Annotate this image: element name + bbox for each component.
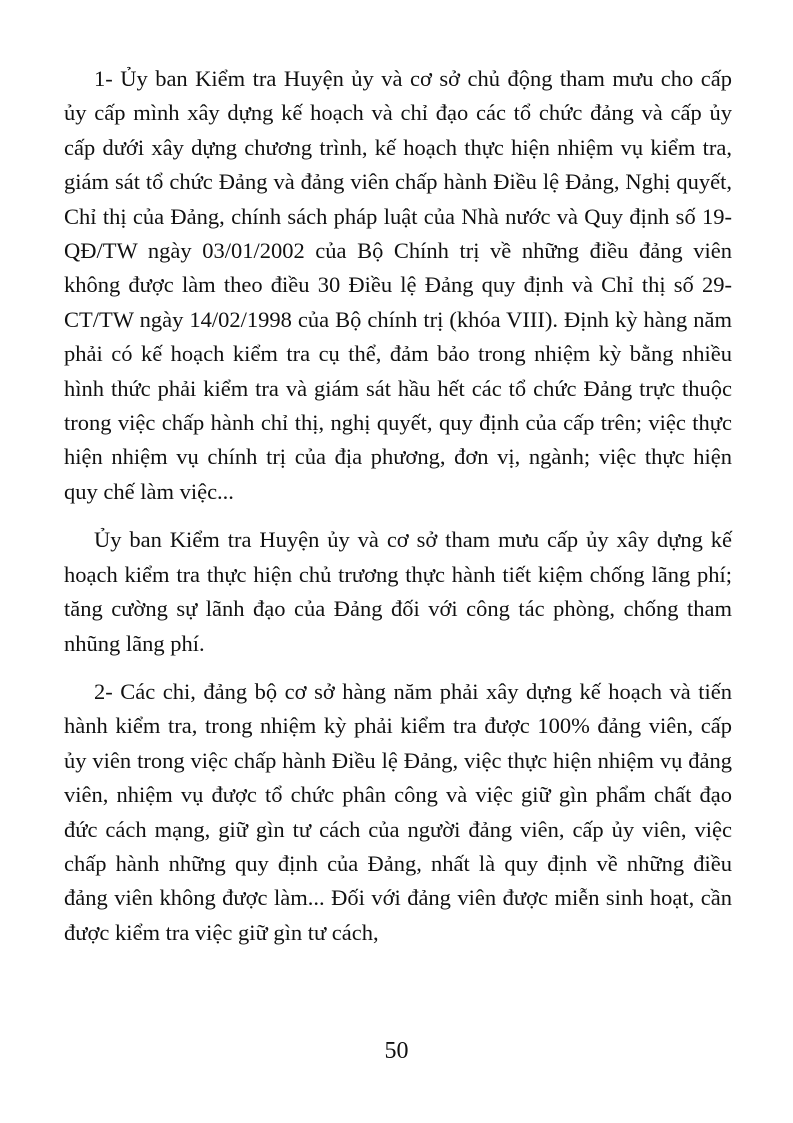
paragraph-1: 1- Ủy ban Kiểm tra Huyện ủy và cơ sở chủ động tham mưu cho cấp ủy cấp mình xây dựng kế hoạch và chỉ đạo các tổ chức đảng và cấp ủy cấp dưới xây dựng chương trình, kế hoạch thực hiện nhiệm vụ kiểm tra, giám sát tổ chức Đảng và đảng viên chấp hành Điều lệ Đảng, Nghị quyết, Chỉ thị của Đảng, chính sách pháp luật của Nhà nước và Quy định số 19-QĐ/TW ngày 03/01/2002 của Bộ Chính trị về những điều đảng viên không được làm theo điều 30 Điều lệ Đảng quy định và Chỉ thị số 29-CT/TW ngày 14/02/1998 của Bộ chính trị (khóa VIII). Định kỳ hàng năm phải có kế hoạch kiểm tra cụ thể, đảm bảo trong nhiệm kỳ bằng nhiều hình thức phải kiểm tra và giám sát hầu hết các tổ chức Đảng trực thuộc trong việc chấp hành chỉ thị, nghị quyết, quy định của cấp trên; việc thực hiện nhiệm vụ chính trị của địa phương, đơn vị, ngành; việc thực hiện quy chế làm việc... — [64, 66, 732, 504]
paragraph-3: 2- Các chi, đảng bộ cơ sở hàng năm phải xây dựng kế hoạch và tiến hành kiểm tra, trong nhiệm kỳ phải kiểm tra được 100% đảng viên, cấp ủy viên trong việc chấp hành Điều lệ Đảng, việc thực hiện nhiệm vụ đảng viên, nhiệm vụ được tổ chức phân công và việc giữ gìn phẩm chất đạo đức cách mạng, giữ gìn tư cách của người đảng viên, cấp ủy viên, việc chấp hành những quy định của Đảng, nhất là quy định về những điều đảng viên không được làm... Đối với đảng viên được miễn sinh hoạt, cần được kiểm tra việc giữ gìn tư cách, — [64, 678, 732, 945]
paragraph-2: Ủy ban Kiểm tra Huyện ủy và cơ sở tham mưu cấp ủy xây dựng kế hoạch kiểm tra thực hiện chủ trương thực hành tiết kiệm chống lãng phí; tăng cường sự lãnh đạo của Đảng đối với công tác phòng, chống tham nhũng lãng phí. — [64, 527, 732, 656]
page-body — [64, 62, 732, 950]
page-number: 50 — [384, 1038, 409, 1064]
